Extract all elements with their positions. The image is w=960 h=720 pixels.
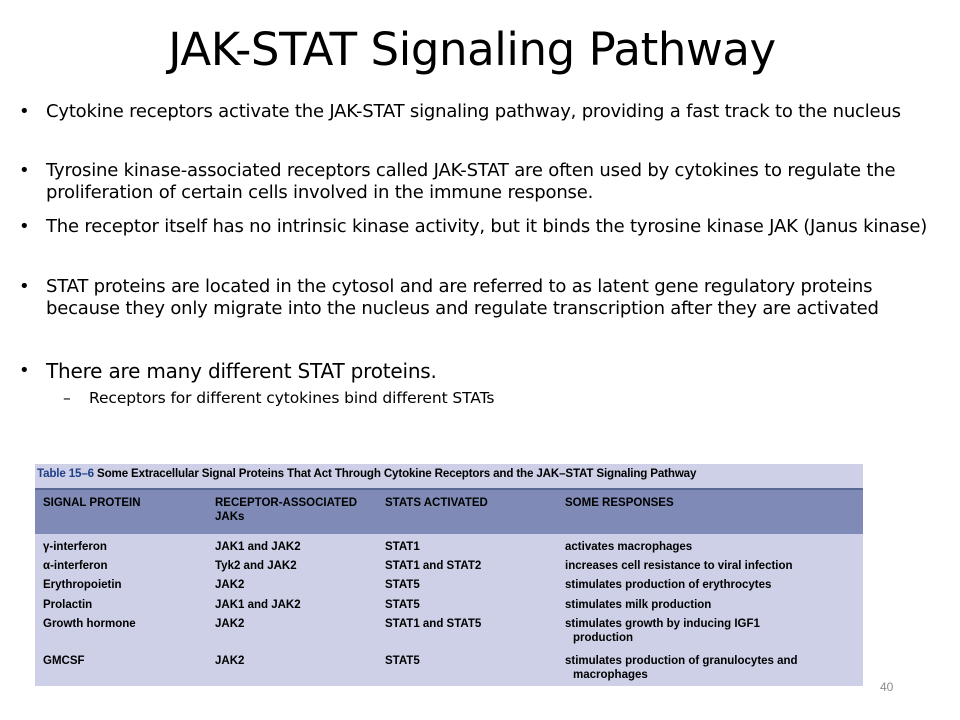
cell-response-text: activates macrophages [565,541,693,553]
bullet-item: • Tyrosine kinase-associated receptors called JAK-STAT are often used by cytokines to regulate the proliferation of certain cells involved in the immune response. [46,160,950,204]
cell-signal: Prolactin [43,599,93,611]
cell-response-cont: production [573,632,634,644]
cell-stats: STAT1 and STAT5 [385,618,482,630]
cell-stats: STAT5 [385,599,420,611]
header-receptor-jaks: RECEPTOR-ASSOCIATED JAKs [215,497,358,523]
cell-stats: STAT5 [385,579,420,591]
cell-jaks: JAK2 [215,655,245,667]
table-caption-number: Table 15–6 [37,467,94,480]
bullet-item: • STAT proteins are located in the cytosol and are referred to as latent gene regulatory proteins because they only migrate into the nucleus and regulate transcription after they are activated [46,276,950,320]
cell-stats: STAT1 [385,541,420,553]
cell-stats: STAT5 [385,655,420,667]
cell-response-cont: macrophages [573,669,648,681]
cell-jaks: JAK1 and JAK2 [215,541,301,553]
cell-jaks: Tyk2 and JAK2 [215,560,297,572]
cell-jaks: JAK2 [215,579,245,591]
bullet-item: • There are many different STAT proteins. [46,359,950,383]
header-signal-protein: SIGNAL PROTEIN [43,497,141,509]
slide-title: JAK-STAT Signaling Pathway [168,23,776,76]
header-some-responses: SOME RESPONSES [565,497,674,509]
cell-signal: Erythropoietin [43,579,122,591]
cell-response [565,578,855,592]
cell-stats: STAT1 and STAT2 [385,560,482,572]
cell-response [565,617,855,645]
bullet-item: • Cytokine receptors activate the JAK-STAT signaling pathway, providing a fast track to the nucleus [46,101,950,123]
cell-response-text: increases cell resistance to viral infection [565,560,793,572]
table-caption-text: Some Extracellular Signal Proteins That Act Through Cytokine Receptors and the JAK–STAT Signaling Pathway [97,467,697,480]
cell-signal: Growth hormone [43,618,136,630]
cell-response-text: stimulates milk production [565,599,712,611]
cell-response-text: stimulates growth by inducing IGF1 [565,618,760,630]
cell-response [565,598,855,612]
cell-response [565,654,855,682]
cell-signal: γ-interferon [43,541,107,553]
header-stats-activated: STATS ACTIVATED [385,497,488,509]
cell-signal: α-interferon [43,560,108,572]
sub-bullet-item: – Receptors for different cytokines bind different STATs [89,388,929,408]
cell-response-text: stimulates production of granulocytes and [565,655,798,667]
table-header-row [35,488,863,534]
cell-response [565,540,855,554]
jak-stat-table [35,464,863,686]
bullet-item: • The receptor itself has no intrinsic kinase activity, but it binds the tyrosine kinase JAK (Janus kinase) [46,216,950,238]
cell-jaks: JAK1 and JAK2 [215,599,301,611]
cell-signal: GMCSF [43,655,85,667]
cell-response-text: stimulates production of erythrocytes [565,579,772,591]
table-caption [37,467,696,480]
cell-jaks: JAK2 [215,618,245,630]
page-number: 40 [880,680,894,694]
cell-response [565,559,855,573]
